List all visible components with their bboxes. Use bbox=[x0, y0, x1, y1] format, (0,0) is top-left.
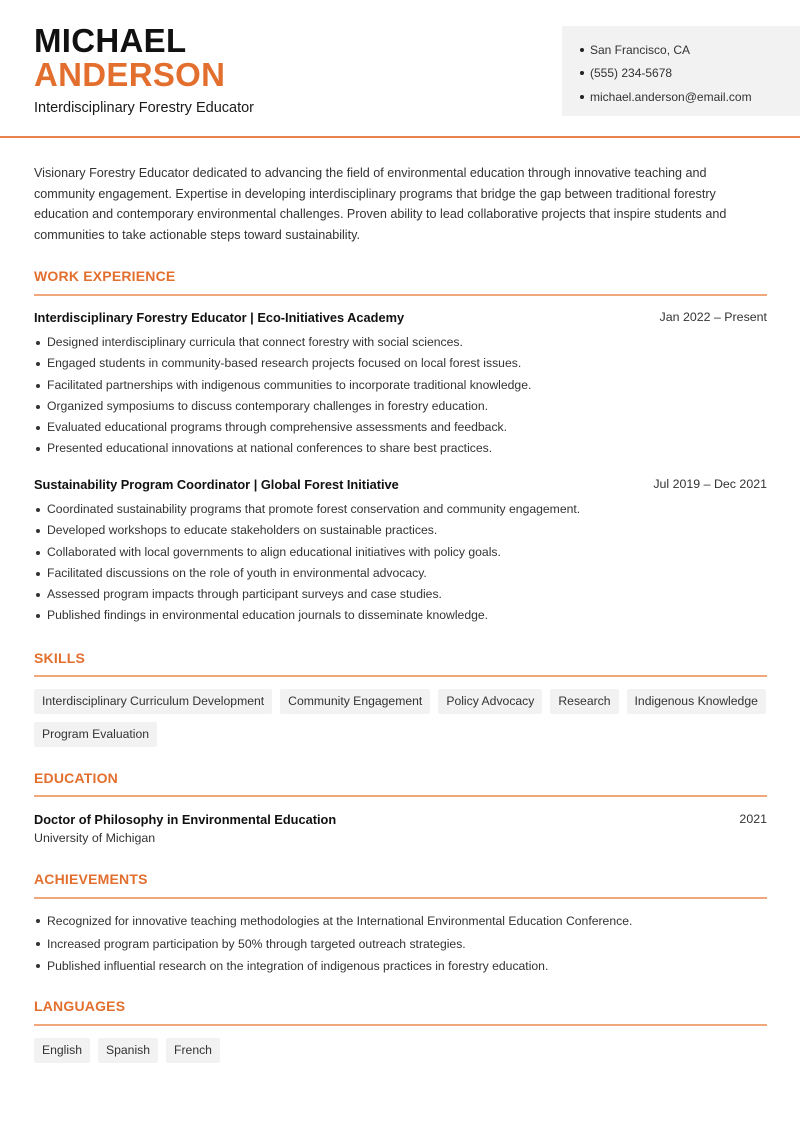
list-item: Developed workshops to educate stakeholders on sustainable practices. bbox=[34, 520, 767, 541]
job-role: Interdisciplinary Forestry Educator | Eco-Initiatives Academy bbox=[34, 310, 405, 325]
job-header bbox=[34, 310, 767, 325]
list-item: Designed interdisciplinary curricula that connect forestry with social sciences. bbox=[34, 332, 767, 353]
list-item: Evaluated educational programs through comprehensive assessments and feedback. bbox=[34, 417, 767, 438]
school-name: University of Michigan bbox=[34, 831, 156, 845]
skill-tag: Research bbox=[550, 689, 618, 714]
section-divider bbox=[34, 675, 767, 677]
section-title-work: WORK EXPERIENCE bbox=[34, 268, 176, 284]
bullet-icon bbox=[580, 95, 584, 99]
skill-tag: Program Evaluation bbox=[34, 722, 157, 747]
education-year: 2021 bbox=[739, 812, 767, 826]
section-title-education: EDUCATION bbox=[34, 770, 118, 786]
professional-title: Interdisciplinary Forestry Educator bbox=[34, 100, 254, 116]
section-title-skills: SKILLS bbox=[34, 650, 85, 666]
list-item: Assessed program impacts through participant surveys and case studies. bbox=[34, 584, 767, 605]
section-title-achievements: ACHIEVEMENTS bbox=[34, 871, 148, 887]
degree: Doctor of Philosophy in Environmental Education bbox=[34, 812, 337, 827]
skill-tag: Policy Advocacy bbox=[438, 689, 542, 714]
list-item: Facilitated discussions on the role of youth in environmental advocacy. bbox=[34, 563, 767, 584]
list-item: Facilitated partnerships with indigenous communities to incorporate traditional knowledge. bbox=[34, 375, 767, 396]
language-tags bbox=[34, 1038, 774, 1063]
email-text[interactable]: michael.anderson@email.com bbox=[590, 89, 752, 104]
bullet-icon bbox=[580, 71, 584, 75]
list-item: Coordinated sustainability programs that promote forest conservation and community engagement. bbox=[34, 499, 767, 520]
resume-header bbox=[0, 0, 800, 138]
skill-tag: Indigenous Knowledge bbox=[627, 689, 766, 714]
job-dates: Jan 2022 – Present bbox=[659, 310, 767, 324]
language-tag: Spanish bbox=[98, 1038, 158, 1063]
list-item: Presented educational innovations at national conferences to share best practices. bbox=[34, 438, 767, 459]
language-tag: English bbox=[34, 1038, 90, 1063]
last-name: ANDERSON bbox=[34, 56, 226, 93]
job-header bbox=[34, 477, 767, 492]
first-name: MICHAEL bbox=[34, 22, 187, 59]
skill-tag: Community Engagement bbox=[280, 689, 430, 714]
job-bullets bbox=[34, 499, 767, 627]
language-tag: French bbox=[166, 1038, 220, 1063]
achievement-bullets bbox=[34, 910, 767, 978]
education-header bbox=[34, 812, 767, 827]
summary-paragraph: Visionary Forestry Educator dedicated to advancing the field of environmental education through innovative teaching and community engagement. Expertise in developing interdisciplinary programs that bridge the gap between traditional forestry education and contemporary environmental challenges. Proven ability to lead collaborative projects that inspire students and communities to take actionable steps toward sustainability. bbox=[34, 166, 727, 243]
section-divider bbox=[34, 795, 767, 797]
job-bullets bbox=[34, 332, 767, 460]
location-text: San Francisco, CA bbox=[590, 42, 691, 57]
list-item: Recognized for innovative teaching methodologies at the International Environmental Education Conference. bbox=[34, 910, 767, 933]
skill-tag: Interdisciplinary Curriculum Development bbox=[34, 689, 272, 714]
section-divider bbox=[34, 897, 767, 899]
list-item: Collaborated with local governments to align educational initiatives with policy goals. bbox=[34, 542, 767, 563]
list-item: Published influential research on the integration of indigenous practices in forestry education. bbox=[34, 955, 767, 978]
contact-phone bbox=[580, 62, 800, 86]
section-title-languages: LANGUAGES bbox=[34, 998, 126, 1014]
job-dates: Jul 2019 – Dec 2021 bbox=[653, 477, 767, 491]
job-role: Sustainability Program Coordinator | Global Forest Initiative bbox=[34, 477, 399, 492]
section-divider bbox=[34, 1024, 767, 1026]
list-item: Organized symposiums to discuss contemporary challenges in forestry education. bbox=[34, 396, 767, 417]
section-divider bbox=[34, 294, 767, 296]
list-item: Increased program participation by 50% through targeted outreach strategies. bbox=[34, 933, 767, 956]
skills-tags bbox=[34, 689, 774, 747]
contact-location bbox=[580, 38, 800, 62]
list-item: Engaged students in community-based research projects focused on local forest issues. bbox=[34, 353, 767, 374]
contact-email[interactable] bbox=[580, 85, 800, 109]
contact-box bbox=[562, 26, 800, 116]
phone-text: (555) 234-5678 bbox=[590, 66, 673, 81]
bullet-icon bbox=[580, 48, 584, 52]
list-item: Published findings in environmental education journals to disseminate knowledge. bbox=[34, 605, 767, 626]
